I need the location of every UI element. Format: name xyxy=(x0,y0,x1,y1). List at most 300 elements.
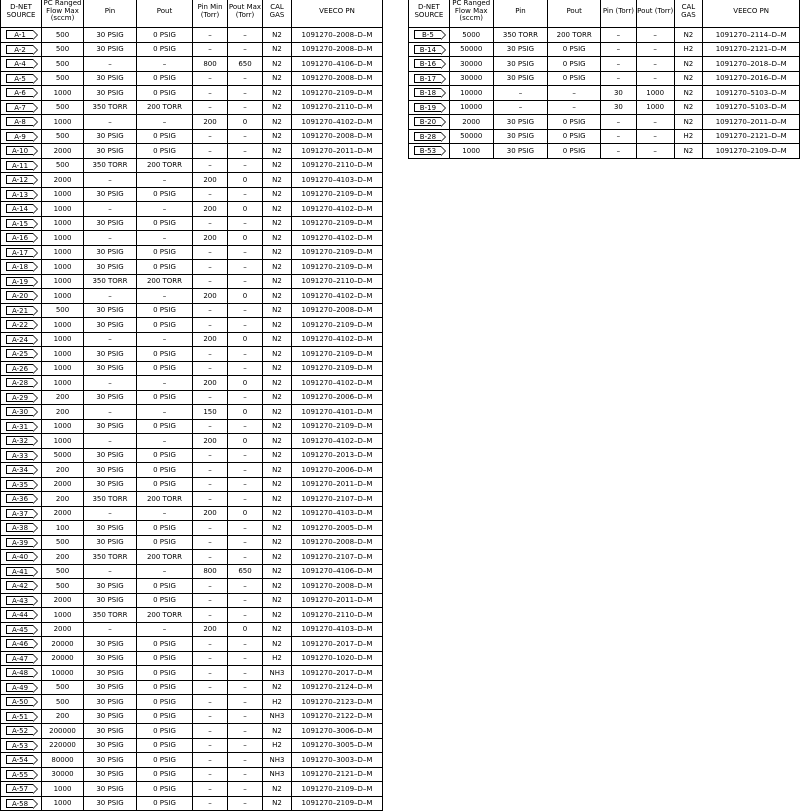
cell-pout: – xyxy=(137,332,193,347)
cell-source-tag xyxy=(1,506,42,521)
cell-pout-max: – xyxy=(228,637,263,652)
cell-pin-min: – xyxy=(193,129,228,144)
cell-pin-min: 200 xyxy=(193,231,228,246)
cell-pin-min: – xyxy=(193,100,228,115)
cell-flow-max: 500 xyxy=(42,100,84,115)
header-source: D-NET SOURCE xyxy=(1,0,42,28)
table-row xyxy=(409,57,800,72)
source-tag-label: A-25 xyxy=(6,349,33,358)
cell-pin: – xyxy=(84,115,137,130)
cell-pout: – xyxy=(137,115,193,130)
cell-flow-max: 30000 xyxy=(42,767,84,782)
cell-cal-gas: N2 xyxy=(674,115,703,130)
header-row xyxy=(1,0,383,28)
cell-source-tag xyxy=(1,303,42,318)
cell-pout-max: – xyxy=(228,477,263,492)
cell-pout: 0 PSIG xyxy=(137,419,193,434)
cell-cal-gas: N2 xyxy=(263,477,292,492)
cell-pin-min: – xyxy=(193,216,228,231)
cell-pout-max: – xyxy=(636,28,674,43)
cell-veeco-pn: 1091270–2109–D–M xyxy=(292,796,383,811)
cell-pin-min: – xyxy=(193,303,228,318)
table-row xyxy=(1,71,383,86)
cell-cal-gas: N2 xyxy=(263,521,292,536)
cell-flow-max: 1000 xyxy=(42,216,84,231)
source-tag-label: A-11 xyxy=(6,161,33,170)
cell-veeco-pn: 1091270–2008–D–M xyxy=(292,129,383,144)
table-row xyxy=(1,28,383,43)
cell-veeco-pn: 1091270–5103–D–M xyxy=(703,86,800,101)
cell-flow-max: 1000 xyxy=(42,361,84,376)
cell-cal-gas: N2 xyxy=(263,318,292,333)
cell-source-tag xyxy=(1,550,42,565)
cell-source-tag xyxy=(1,448,42,463)
cell-pin-min: – xyxy=(193,724,228,739)
cell-source-tag xyxy=(1,100,42,115)
cell-veeco-pn: 1091270–2008–D–M xyxy=(292,42,383,57)
cell-source-tag xyxy=(409,28,450,43)
cell-pout: 0 PSIG xyxy=(137,666,193,681)
cell-cal-gas: N2 xyxy=(263,347,292,362)
cell-pout: 0 PSIG xyxy=(137,535,193,550)
table-row xyxy=(1,448,383,463)
cell-pin: 30 PSIG xyxy=(493,42,548,57)
cell-pin-min: – xyxy=(601,129,637,144)
table-row xyxy=(1,695,383,710)
source-tag-label: A-14 xyxy=(6,204,33,213)
cell-flow-max: 5000 xyxy=(42,448,84,463)
cell-source-tag xyxy=(1,42,42,57)
cell-veeco-pn: 1091270–2107–D–M xyxy=(292,550,383,565)
cell-pin-min: – xyxy=(193,651,228,666)
cell-source-tag xyxy=(1,593,42,608)
cell-pout: – xyxy=(548,86,601,101)
source-tag-label: A-7 xyxy=(6,103,33,112)
cell-pout-max: – xyxy=(228,260,263,275)
cell-pout-max: – xyxy=(228,361,263,376)
cell-flow-max: 1000 xyxy=(42,434,84,449)
cell-source-tag xyxy=(1,680,42,695)
source-tag-label: A-18 xyxy=(6,262,33,271)
cell-cal-gas: N2 xyxy=(263,419,292,434)
cell-cal-gas: N2 xyxy=(263,173,292,188)
cell-pin-min: 30 xyxy=(601,100,637,115)
cell-veeco-pn: 1091270–2008–D–M xyxy=(292,303,383,318)
table-row xyxy=(1,463,383,478)
cell-cal-gas: N2 xyxy=(674,71,703,86)
table-row xyxy=(1,347,383,362)
cell-pin-min: – xyxy=(193,42,228,57)
cell-cal-gas: H2 xyxy=(674,42,703,57)
cell-pin: 30 PSIG xyxy=(84,666,137,681)
source-tag-label: A-49 xyxy=(6,683,33,692)
cell-pout: 0 PSIG xyxy=(548,144,601,159)
cell-source-tag xyxy=(409,57,450,72)
cell-pin-min: – xyxy=(601,71,637,86)
cell-veeco-pn: 1091270–4102–D–M xyxy=(292,376,383,391)
table-row xyxy=(1,477,383,492)
cell-veeco-pn: 1091270–2008–D–M xyxy=(292,28,383,43)
source-tag-label: A-53 xyxy=(6,741,33,750)
cell-flow-max: 1000 xyxy=(42,289,84,304)
header-flow-max: PC Ranged Flow Max (sccm) xyxy=(42,0,84,28)
table-row xyxy=(1,173,383,188)
cell-cal-gas: N2 xyxy=(674,28,703,43)
cell-pout: 0 PSIG xyxy=(137,361,193,376)
cell-flow-max: 500 xyxy=(42,564,84,579)
cell-pin: 30 PSIG xyxy=(84,42,137,57)
cell-flow-max: 1000 xyxy=(42,274,84,289)
cell-pout-max: – xyxy=(228,303,263,318)
cell-source-tag xyxy=(1,289,42,304)
cell-pin-min: – xyxy=(193,463,228,478)
header-pin-torr: Pin (Torr) xyxy=(601,0,637,28)
source-tag-label: A-43 xyxy=(6,596,33,605)
cell-flow-max: 1000 xyxy=(42,115,84,130)
cell-pout-max: – xyxy=(228,187,263,202)
flow-controller-table-a xyxy=(0,0,383,811)
cell-pout-max: – xyxy=(228,651,263,666)
cell-flow-max: 1000 xyxy=(42,796,84,811)
cell-source-tag xyxy=(1,651,42,666)
cell-veeco-pn: 1091270–2121–D–M xyxy=(292,767,383,782)
table-row xyxy=(1,57,383,72)
cell-pout: 0 PSIG xyxy=(137,318,193,333)
cell-flow-max: 1000 xyxy=(42,419,84,434)
table-row xyxy=(1,724,383,739)
cell-veeco-pn: 1091270–4103–D–M xyxy=(292,506,383,521)
cell-source-tag xyxy=(1,173,42,188)
cell-cal-gas: N2 xyxy=(674,144,703,159)
cell-source-tag xyxy=(1,622,42,637)
cell-pin-min: – xyxy=(193,477,228,492)
cell-veeco-pn: 1091270–2017–D–M xyxy=(292,637,383,652)
cell-pout-max: – xyxy=(228,245,263,260)
cell-source-tag xyxy=(1,28,42,43)
cell-source-tag xyxy=(1,767,42,782)
cell-pout: 0 PSIG xyxy=(137,347,193,362)
cell-pout-max: – xyxy=(636,71,674,86)
cell-pout: 0 PSIG xyxy=(548,42,601,57)
cell-pin-min: – xyxy=(193,709,228,724)
cell-pin: – xyxy=(493,100,548,115)
source-tag-label: A-17 xyxy=(6,248,33,257)
cell-pout-max: – xyxy=(228,521,263,536)
cell-cal-gas: N2 xyxy=(263,361,292,376)
cell-pout-max: – xyxy=(228,709,263,724)
cell-pout-max: – xyxy=(228,144,263,159)
table-row xyxy=(1,564,383,579)
cell-pin-min: – xyxy=(193,260,228,275)
cell-pin-min: – xyxy=(601,28,637,43)
source-tag-label: A-4 xyxy=(6,59,33,68)
cell-source-tag xyxy=(1,434,42,449)
source-tag-label: A-48 xyxy=(6,668,33,677)
table-row xyxy=(1,187,383,202)
cell-veeco-pn: 1091270–2109–D–M xyxy=(292,361,383,376)
cell-veeco-pn: 1091270–3005–D–M xyxy=(292,738,383,753)
cell-pout-max: – xyxy=(228,42,263,57)
cell-pout: 0 PSIG xyxy=(137,28,193,43)
cell-pin: 30 PSIG xyxy=(84,347,137,362)
cell-pin: 350 TORR xyxy=(84,274,137,289)
cell-veeco-pn: 1091270–2123–D–M xyxy=(292,695,383,710)
cell-flow-max: 500 xyxy=(42,579,84,594)
cell-veeco-pn: 1091270–2110–D–M xyxy=(292,274,383,289)
cell-source-tag xyxy=(1,419,42,434)
cell-pin: 30 PSIG xyxy=(84,129,137,144)
cell-pin-min: – xyxy=(193,680,228,695)
cell-pout: 0 PSIG xyxy=(137,637,193,652)
cell-pin: 350 TORR xyxy=(84,100,137,115)
cell-pin-min: – xyxy=(193,782,228,797)
cell-flow-max: 500 xyxy=(42,303,84,318)
cell-flow-max: 5000 xyxy=(449,28,493,43)
cell-pin: 30 PSIG xyxy=(84,448,137,463)
cell-pin: 30 PSIG xyxy=(84,463,137,478)
cell-pin: 30 PSIG xyxy=(84,724,137,739)
table-row xyxy=(1,550,383,565)
cell-pout-max: – xyxy=(228,695,263,710)
cell-flow-max: 1000 xyxy=(42,202,84,217)
cell-veeco-pn: 1091270–2122–D–M xyxy=(292,709,383,724)
cell-flow-max: 30000 xyxy=(449,57,493,72)
cell-pin-min: – xyxy=(601,57,637,72)
cell-cal-gas: N2 xyxy=(263,463,292,478)
cell-cal-gas: H2 xyxy=(674,129,703,144)
cell-flow-max: 500 xyxy=(42,28,84,43)
cell-flow-max: 50000 xyxy=(449,42,493,57)
cell-source-tag xyxy=(1,57,42,72)
cell-pout-max: 0 xyxy=(228,289,263,304)
source-tag-label: A-54 xyxy=(6,755,33,764)
cell-flow-max: 2000 xyxy=(42,593,84,608)
cell-pin-min: 200 xyxy=(193,332,228,347)
cell-pin: 350 TORR xyxy=(84,492,137,507)
cell-source-tag xyxy=(1,724,42,739)
cell-flow-max: 2000 xyxy=(42,477,84,492)
cell-pout: – xyxy=(137,564,193,579)
cell-pout: – xyxy=(137,202,193,217)
cell-pout-max: – xyxy=(228,608,263,623)
table-row xyxy=(1,260,383,275)
cell-pout-max: – xyxy=(228,318,263,333)
cell-cal-gas: N2 xyxy=(263,782,292,797)
cell-pout: – xyxy=(137,622,193,637)
cell-pout: 0 PSIG xyxy=(137,42,193,57)
cell-pout-max: – xyxy=(228,738,263,753)
cell-veeco-pn: 1091270–5103–D–M xyxy=(703,100,800,115)
cell-veeco-pn: 1091270–2018–D–M xyxy=(703,57,800,72)
cell-veeco-pn: 1091270–4101–D–M xyxy=(292,405,383,420)
cell-veeco-pn: 1091270–2110–D–M xyxy=(292,608,383,623)
cell-flow-max: 2000 xyxy=(449,115,493,130)
cell-cal-gas: N2 xyxy=(263,593,292,608)
cell-source-tag xyxy=(1,347,42,362)
cell-source-tag xyxy=(409,71,450,86)
cell-flow-max: 20000 xyxy=(42,651,84,666)
table-row xyxy=(1,521,383,536)
cell-veeco-pn: 1091270–2109–D–M xyxy=(292,347,383,362)
cell-source-tag xyxy=(1,796,42,811)
cell-pout: 0 PSIG xyxy=(137,738,193,753)
cell-cal-gas: N2 xyxy=(263,245,292,260)
cell-pin: 30 PSIG xyxy=(84,86,137,101)
cell-cal-gas: N2 xyxy=(263,506,292,521)
cell-pin: 30 PSIG xyxy=(84,796,137,811)
cell-pout: 0 PSIG xyxy=(137,216,193,231)
flow-controller-table-b xyxy=(408,0,800,159)
cell-veeco-pn: 1091270–2016–D–M xyxy=(703,71,800,86)
cell-veeco-pn: 1091270–2008–D–M xyxy=(292,71,383,86)
cell-cal-gas: N2 xyxy=(263,724,292,739)
cell-veeco-pn: 1091270–4102–D–M xyxy=(292,434,383,449)
table-row xyxy=(1,796,383,811)
cell-pout-max: – xyxy=(228,767,263,782)
cell-pout-max: – xyxy=(228,28,263,43)
cell-pin: – xyxy=(84,622,137,637)
source-tag-label: A-38 xyxy=(6,523,33,532)
cell-source-tag xyxy=(409,129,450,144)
cell-pout-max: – xyxy=(228,419,263,434)
cell-flow-max: 1000 xyxy=(42,376,84,391)
source-tag-label: B-53 xyxy=(414,146,441,155)
cell-source-tag xyxy=(1,361,42,376)
cell-flow-max: 200 xyxy=(42,405,84,420)
source-tag-label: A-37 xyxy=(6,509,33,518)
cell-pin: – xyxy=(84,173,137,188)
cell-pout: – xyxy=(137,231,193,246)
cell-flow-max: 1000 xyxy=(42,332,84,347)
cell-pout-max: – xyxy=(228,550,263,565)
cell-pin-min: 800 xyxy=(193,57,228,72)
cell-pin-min: – xyxy=(193,274,228,289)
cell-pout-max: 650 xyxy=(228,564,263,579)
cell-pout-max: – xyxy=(228,390,263,405)
table-row xyxy=(1,86,383,101)
cell-pout-max: – xyxy=(228,347,263,362)
cell-source-tag xyxy=(1,564,42,579)
cell-pin: 30 PSIG xyxy=(84,535,137,550)
cell-pin-min: 200 xyxy=(193,202,228,217)
header-source: D-NET SOURCE xyxy=(409,0,450,28)
cell-flow-max: 500 xyxy=(42,535,84,550)
header-cal-gas: CAL GAS xyxy=(674,0,703,28)
cell-pin: 30 PSIG xyxy=(84,521,137,536)
cell-veeco-pn: 1091270–4102–D–M xyxy=(292,289,383,304)
cell-pout: 0 PSIG xyxy=(137,782,193,797)
cell-pin-min: – xyxy=(193,390,228,405)
source-tag-label: A-21 xyxy=(6,306,33,315)
cell-source-tag xyxy=(1,666,42,681)
cell-pin-min: 200 xyxy=(193,434,228,449)
cell-cal-gas: N2 xyxy=(263,535,292,550)
cell-pout: 200 TORR xyxy=(137,492,193,507)
cell-pin-min: – xyxy=(193,318,228,333)
cell-pout-max: – xyxy=(228,448,263,463)
header-veeco-pn: VEECO PN xyxy=(703,0,800,28)
cell-veeco-pn: 1091270–2109–D–M xyxy=(292,216,383,231)
table-row xyxy=(1,738,383,753)
cell-flow-max: 500 xyxy=(42,158,84,173)
source-tag-label: A-6 xyxy=(6,88,33,97)
cell-pin: 350 TORR xyxy=(84,158,137,173)
cell-pout: 0 PSIG xyxy=(137,709,193,724)
cell-pout-max: 1000 xyxy=(636,100,674,115)
cell-pout: 0 PSIG xyxy=(137,86,193,101)
cell-flow-max: 1000 xyxy=(42,608,84,623)
source-tag-label: B-28 xyxy=(414,132,441,141)
cell-flow-max: 1000 xyxy=(42,86,84,101)
cell-cal-gas: N2 xyxy=(263,492,292,507)
cell-flow-max: 2000 xyxy=(42,144,84,159)
cell-cal-gas: N2 xyxy=(263,608,292,623)
cell-pout: – xyxy=(548,100,601,115)
cell-pout-max: – xyxy=(228,274,263,289)
source-tag-label: A-52 xyxy=(6,726,33,735)
cell-pin-min: – xyxy=(193,448,228,463)
source-tag-label: A-33 xyxy=(6,451,33,460)
cell-pin: – xyxy=(84,506,137,521)
cell-flow-max: 1000 xyxy=(449,144,493,159)
table-row xyxy=(409,100,800,115)
table-row xyxy=(1,144,383,159)
cell-pout-max: – xyxy=(228,463,263,478)
table-row xyxy=(1,767,383,782)
cell-pin: 30 PSIG xyxy=(84,71,137,86)
cell-pout-max: – xyxy=(228,158,263,173)
source-tag-label: A-41 xyxy=(6,567,33,576)
cell-cal-gas: N2 xyxy=(263,274,292,289)
cell-flow-max: 500 xyxy=(42,129,84,144)
table-row xyxy=(409,71,800,86)
table-row xyxy=(1,419,383,434)
cell-pin: – xyxy=(493,86,548,101)
cell-flow-max: 20000 xyxy=(42,637,84,652)
cell-veeco-pn: 1091270–2011–D–M xyxy=(703,115,800,130)
table-row xyxy=(1,158,383,173)
cell-pout: – xyxy=(137,405,193,420)
cell-cal-gas: N2 xyxy=(674,57,703,72)
cell-pin-min: – xyxy=(193,347,228,362)
cell-pout-max: 0 xyxy=(228,434,263,449)
cell-flow-max: 80000 xyxy=(42,753,84,768)
cell-pout: 0 PSIG xyxy=(137,651,193,666)
cell-cal-gas: N2 xyxy=(263,115,292,130)
cell-pout-max: – xyxy=(228,593,263,608)
cell-pout: 0 PSIG xyxy=(137,448,193,463)
cell-pout: 0 PSIG xyxy=(137,71,193,86)
cell-pin-min: – xyxy=(193,86,228,101)
cell-pin-min: – xyxy=(193,187,228,202)
cell-pin-min: 200 xyxy=(193,173,228,188)
table-row xyxy=(1,622,383,637)
table-row xyxy=(1,680,383,695)
cell-pout: 0 PSIG xyxy=(548,71,601,86)
cell-cal-gas: N2 xyxy=(263,622,292,637)
cell-pin: 30 PSIG xyxy=(493,115,548,130)
table-row xyxy=(1,361,383,376)
cell-pout-max: – xyxy=(228,753,263,768)
cell-source-tag xyxy=(409,144,450,159)
cell-pin: – xyxy=(84,57,137,72)
table-row xyxy=(1,709,383,724)
cell-cal-gas: H2 xyxy=(263,695,292,710)
table-row xyxy=(1,129,383,144)
cell-pin: 30 PSIG xyxy=(84,28,137,43)
table-row xyxy=(1,216,383,231)
header-pout: Pout xyxy=(137,0,193,28)
